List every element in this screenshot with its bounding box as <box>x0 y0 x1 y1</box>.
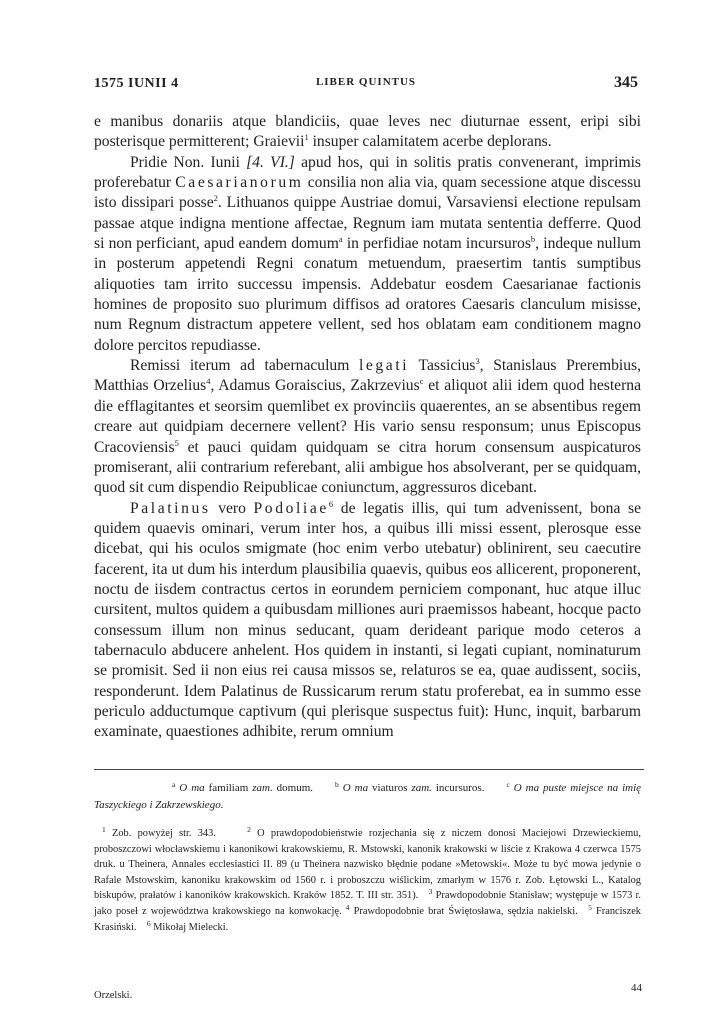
variant-text: O ma puste miejsce na imię Taszyckiego i Zakrzewskiego. <box>94 782 642 811</box>
variant-text: O ma <box>342 782 369 794</box>
text-run: vero <box>210 499 254 517</box>
footnote-ref-2: 2 <box>213 193 218 204</box>
variant-ref-a: a <box>338 234 343 245</box>
paragraph-2 <box>94 153 641 356</box>
text-run: , indeque nullum in posterum appetendi Regni conatum metuendum, praesertim tantis sumptibus aliquoties tam irrito successu impensis. Addebatur eosdem Caesarianae factionis homines de proposito suo plurimum diffisos ad oratores Caesaris clanculum misisse, num Regnum distractum appetere vellent, sed hos oblatam eam conditionem magno dolore percitos repudiasse. <box>94 235 641 354</box>
spaced-term: Caesarianorum <box>175 174 304 192</box>
text-run: et aliquot alii idem quod hesterna die efflagitantes et seorsim quemlibet ex provinciis quaerentes, an se absentibus regem creare aut quidpiam decernere vellent? His vario sensu responsum; unus Episcopus Cracoviensis <box>94 377 641 456</box>
variant-text: familiam <box>204 782 253 794</box>
text-run: , Stanislaus Prerembius, Matthias Orzelius <box>94 357 641 395</box>
variant-ref-c: c <box>419 376 424 387</box>
page-number: 345 <box>614 74 638 91</box>
text-run: Pridie Non. Iunii <box>130 153 247 171</box>
footnote-ref-6: 6 <box>328 498 334 509</box>
footnote-ref-4: 4 <box>206 376 211 387</box>
footnote-4: Prawdopodobnie brat Świętosława, sędzia nakielski. <box>353 905 578 917</box>
text-run: Tassicius <box>409 357 476 375</box>
variant-ref-b: b <box>530 234 536 245</box>
text-run: et pauci quidam quidquam se citra horum consensum auspicaturos promiserant, alii contrarium referebant, alii ambigue hos absolverant, per se quidquam, quod sit cum dispendio Reipublicae coniunctum, aggressuros dicebant. <box>94 438 641 497</box>
paragraph-3 <box>94 356 641 498</box>
footnote-mark-2: 2 <box>247 825 251 834</box>
text-run: insuper calamitatem acerbe deplorans. <box>308 133 552 151</box>
text-run: de legatis illis, qui tum advenissent, bona se quidem quaevis ominari, verum inter hos, a quibus illi missi essent, plerosque esse dicebat, qui his oculos smigmate (hoc enim verbo utebatur) oblinirent, seu caecutire facerent, ita ut dum his interdum plausibilia quaevis, quibus eos allicerent, proponerent, noctu de iisdem contractus certos in eorundem perniciem componant, huc atque illuc cursitent, multos quidem a quibusdam milliones auri praemissos habeant, hocque pacto consessum illum non minus seducant, quam derideant parique modo ceteros a tabernaculo abducere anhelent. Hos quidem in instanti, si legati cupiant, nominaturum se promisit. Sed ii non eius rei causa missos se, relaturos se ea, quae audissent, sociis, responderunt. Idem Palatinus de Russicarum rerum statu proferebat, ea in summo esse periculo adductumque captivum (qui plerisque suspectus fuit): Hunc, inquit, barbarum examinate, quaestiones adhibite, rerum omnium <box>94 499 641 741</box>
footnote-ref-3: 3 <box>475 356 480 367</box>
running-header <box>94 76 638 100</box>
footnote-3: Prawdopodobnie Stanisław; występuje w 1573 r. jako poseł z województwa krakowskiego na konwokację. <box>94 890 641 917</box>
variant-text: incursuros. <box>431 782 485 794</box>
footnote-ref-1: 1 <box>304 132 309 143</box>
footnote-mark-1: 1 <box>102 825 106 834</box>
footnote-mark-6: 6 <box>146 918 151 928</box>
footnote-ref-5: 5 <box>174 437 179 448</box>
text-run: in perfidiae notam incursuros <box>342 235 531 253</box>
variant-notes <box>94 780 641 814</box>
spaced-term: legati <box>358 357 410 375</box>
footnote-6: Mikołaj Mielecki. <box>153 921 229 933</box>
footnote-2: O prawdopodobieństwie rozjechania się z niczem donosi Maciejowi Drzewieckiemu, proboszczowi włocławskiemu i kanonikowi krakowskiemu, R. Mstowski, kanonik krakowski w liście z Krakowa 4 czerwca 1575 druk. u Theinera, Annales ecclesiastici II. 89 (u Theinera nazwisko błędnie podane »Metowski«. Może tu być mowa jedynie o Rafale Mstowskim, kanoniku krakowskim od 1560 r. i proboszczu wiślickim, zmarłym w 1576 r. Zob. Łętowski L., Katalog biskupów, prałatów i kanoników krakowskich. Kraków 1852. T. III str. 351). <box>94 828 641 902</box>
footnotes <box>94 826 641 935</box>
spaced-term: Podoliae <box>253 499 329 517</box>
text-run: apud hos, qui in solitis pratis convenerant, imprimis proferebatur <box>94 153 641 192</box>
variant-text: viaturos <box>368 782 412 794</box>
sheet-number: 44 <box>631 982 642 994</box>
text-run: , Adamus Goraiscius, Zakrzevius <box>210 377 420 395</box>
footnote-1: Zob. powyżej str. 343. <box>112 828 216 839</box>
spaced-term: Palatinus <box>130 499 211 517</box>
text-run: consilia non alia via, quam secessione atque discessu isto dissipari posse <box>94 174 641 212</box>
textual-variants <box>94 780 641 814</box>
footnote-mark-3: 3 <box>428 887 433 897</box>
variant-mark-b: b <box>335 780 339 789</box>
footnote-mark-4: 4 <box>345 902 350 912</box>
signature-mark: Orzelski. <box>94 990 133 1001</box>
variant-mark-a: a <box>172 780 176 789</box>
text-run: Remissi iterum ad tabernaculum <box>130 357 359 375</box>
variant-text: domum. <box>272 782 314 794</box>
paragraph-1 <box>94 112 641 153</box>
footnote-5: Franciszek Krasiński. <box>94 905 642 933</box>
variant-text: zam. <box>252 782 273 794</box>
variant-text: zam. <box>411 782 432 794</box>
text-run: . Lithuanos quippe Austriae domui, Varsaviensi electione repulsam passae atque indigna mentione affectae, Regnum iam mutata sententia defferre. Quod si non perficiant, apud eandem domum <box>94 194 641 253</box>
text-run: e manibus donariis atque blandiciis, quae leves nec diuturnae essent, eripi sibi posterisque permitterent; Graievii <box>94 113 641 151</box>
paragraph-4 <box>94 499 641 743</box>
header-book-title: LIBER QUINTUS <box>315 76 417 88</box>
header-date: 1575 IUNII 4 <box>94 76 179 91</box>
main-text <box>94 112 641 743</box>
variant-text: O ma <box>179 782 205 794</box>
footnote-block <box>94 826 641 935</box>
footnote-mark-5: 5 <box>588 902 592 912</box>
editorial-date: [4. VI.] <box>246 153 295 171</box>
variant-mark-c: c <box>506 780 510 789</box>
footnote-divider <box>94 769 644 770</box>
